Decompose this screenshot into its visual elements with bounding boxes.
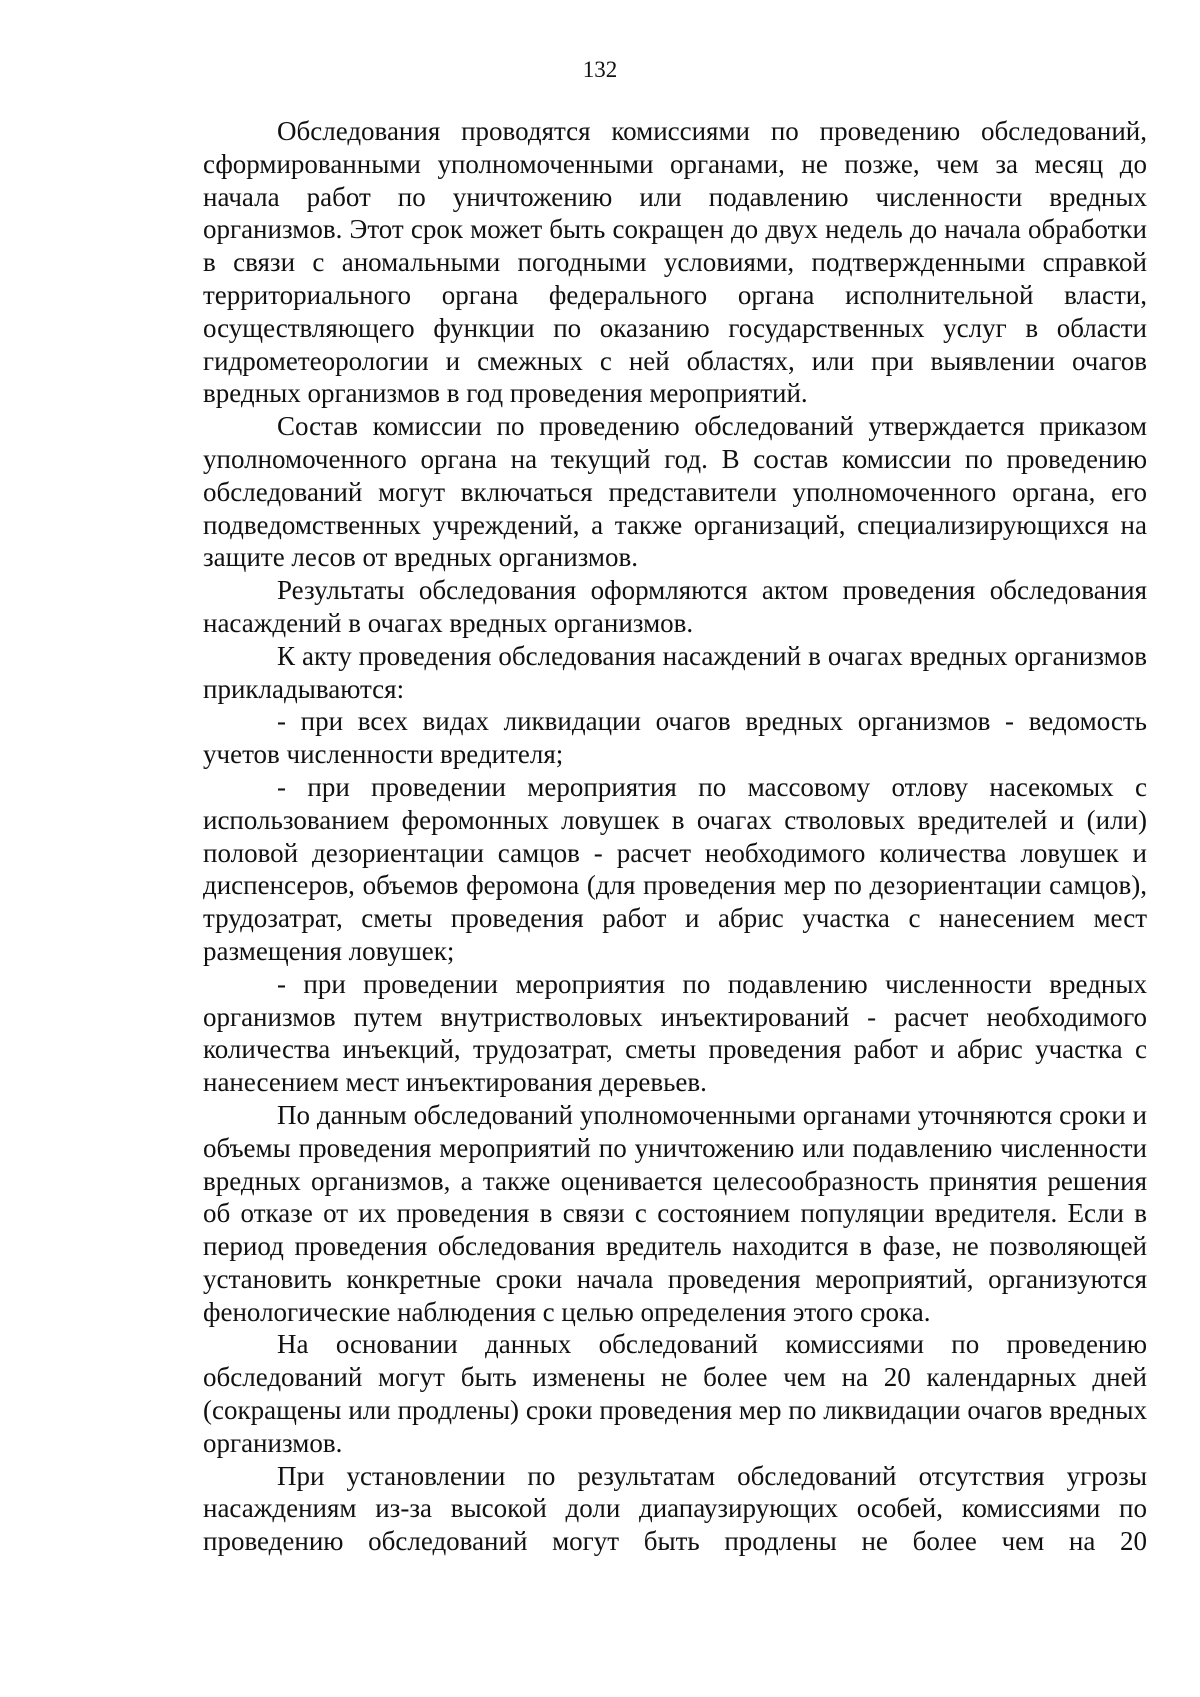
paragraph-survey-results: Результаты обследования оформляются актом проведения обследования насаждений в очагах вредных организмов. <box>203 575 1147 638</box>
paragraph-no-threat: При установлении по результатам обследований отсутствия угрозы насаждениям из-за высокой доли диапаузирующих особей, комиссиями по проведению обследований могут быть продлены не более чем на 20 <box>203 1460 1147 1557</box>
list-item-pest-count-statement: - при всех видах ликвидации очагов вредных организмов - ведомость учетов численности вредителя; <box>203 706 1147 770</box>
paragraph-survey-commissions: Обследования проводятся комиссиями по проведению обследований, сформированными уполномоченными органами, не позже, чем за месяц до начала работ по уничтожению или подавлению численности вредных организмов. Этот срок может быть сокращен до двух недель до начала обработки в связи с аномальными погодными условиями, подтвержденными справкой территориального органа федерального органа исполнительной власти, осуществляющего функции по оказанию государственных услуг в области гидрометеорологии и смежных с ней областях, или при выявлении очагов вредных организмов в год проведения мероприятий. <box>203 116 1147 409</box>
page-number: 132 <box>582 57 618 82</box>
document-body <box>203 115 1147 1558</box>
list-item-pheromone-traps: - при проведении мероприятия по массовому отлову насекомых с использованием феромонных ловушек в очагах стволовых вредителей и (или) половой дезориентации самцов - расчет необходимого количества ловушек и диспенсеров, объемов феромона (для проведения мер по дезориентации самцов), трудозатрат, сметы проведения работ и абрис участка с нанесением мест размещения ловушек; <box>203 771 1147 966</box>
paragraph-survey-data: По данным обследований уполномоченными органами уточняются сроки и объемы проведения мероприятий по уничтожению или подавлению численности вредных организмов, а также оценивается целесообразность принятия решения об отказе от их проведения в связи с состоянием популяции вредителя. Если в период проведения обследования вредитель находится в фазе, не позволяющей установить конкретные сроки начала проведения мероприятий, организуются фенологические наблюдения с целью определения этого срока. <box>203 1099 1147 1327</box>
paragraph-commission-composition: Состав комиссии по проведению обследований утверждается приказом уполномоченного органа на текущий год. В состав комиссии по проведению обследований могут включаться представители уполномоченного органа, его подведомственных учреждений, а также организаций, специализирующихся на защите лесов от вредных организмов. <box>203 411 1147 573</box>
paragraph-deadline-changes: На основании данных обследований комиссиями по проведению обследований могут быть изменены не более чем на 20 календарных дней (сокращены или продлены) сроки проведения мер по ликвидации очагов вредных организмов. <box>203 1329 1147 1458</box>
paragraph-act-attachments: К акту проведения обследования насаждений в очагах вредных организмов прикладываются: <box>203 640 1147 704</box>
list-item-injections: - при проведении мероприятия по подавлению численности вредных организмов путем внутриствoловых инъектирований - расчет необходимого количества инъекций, трудозатрат, сметы проведения работ и абрис участка с нанесением мест инъектирования деревьев. <box>203 968 1147 1098</box>
